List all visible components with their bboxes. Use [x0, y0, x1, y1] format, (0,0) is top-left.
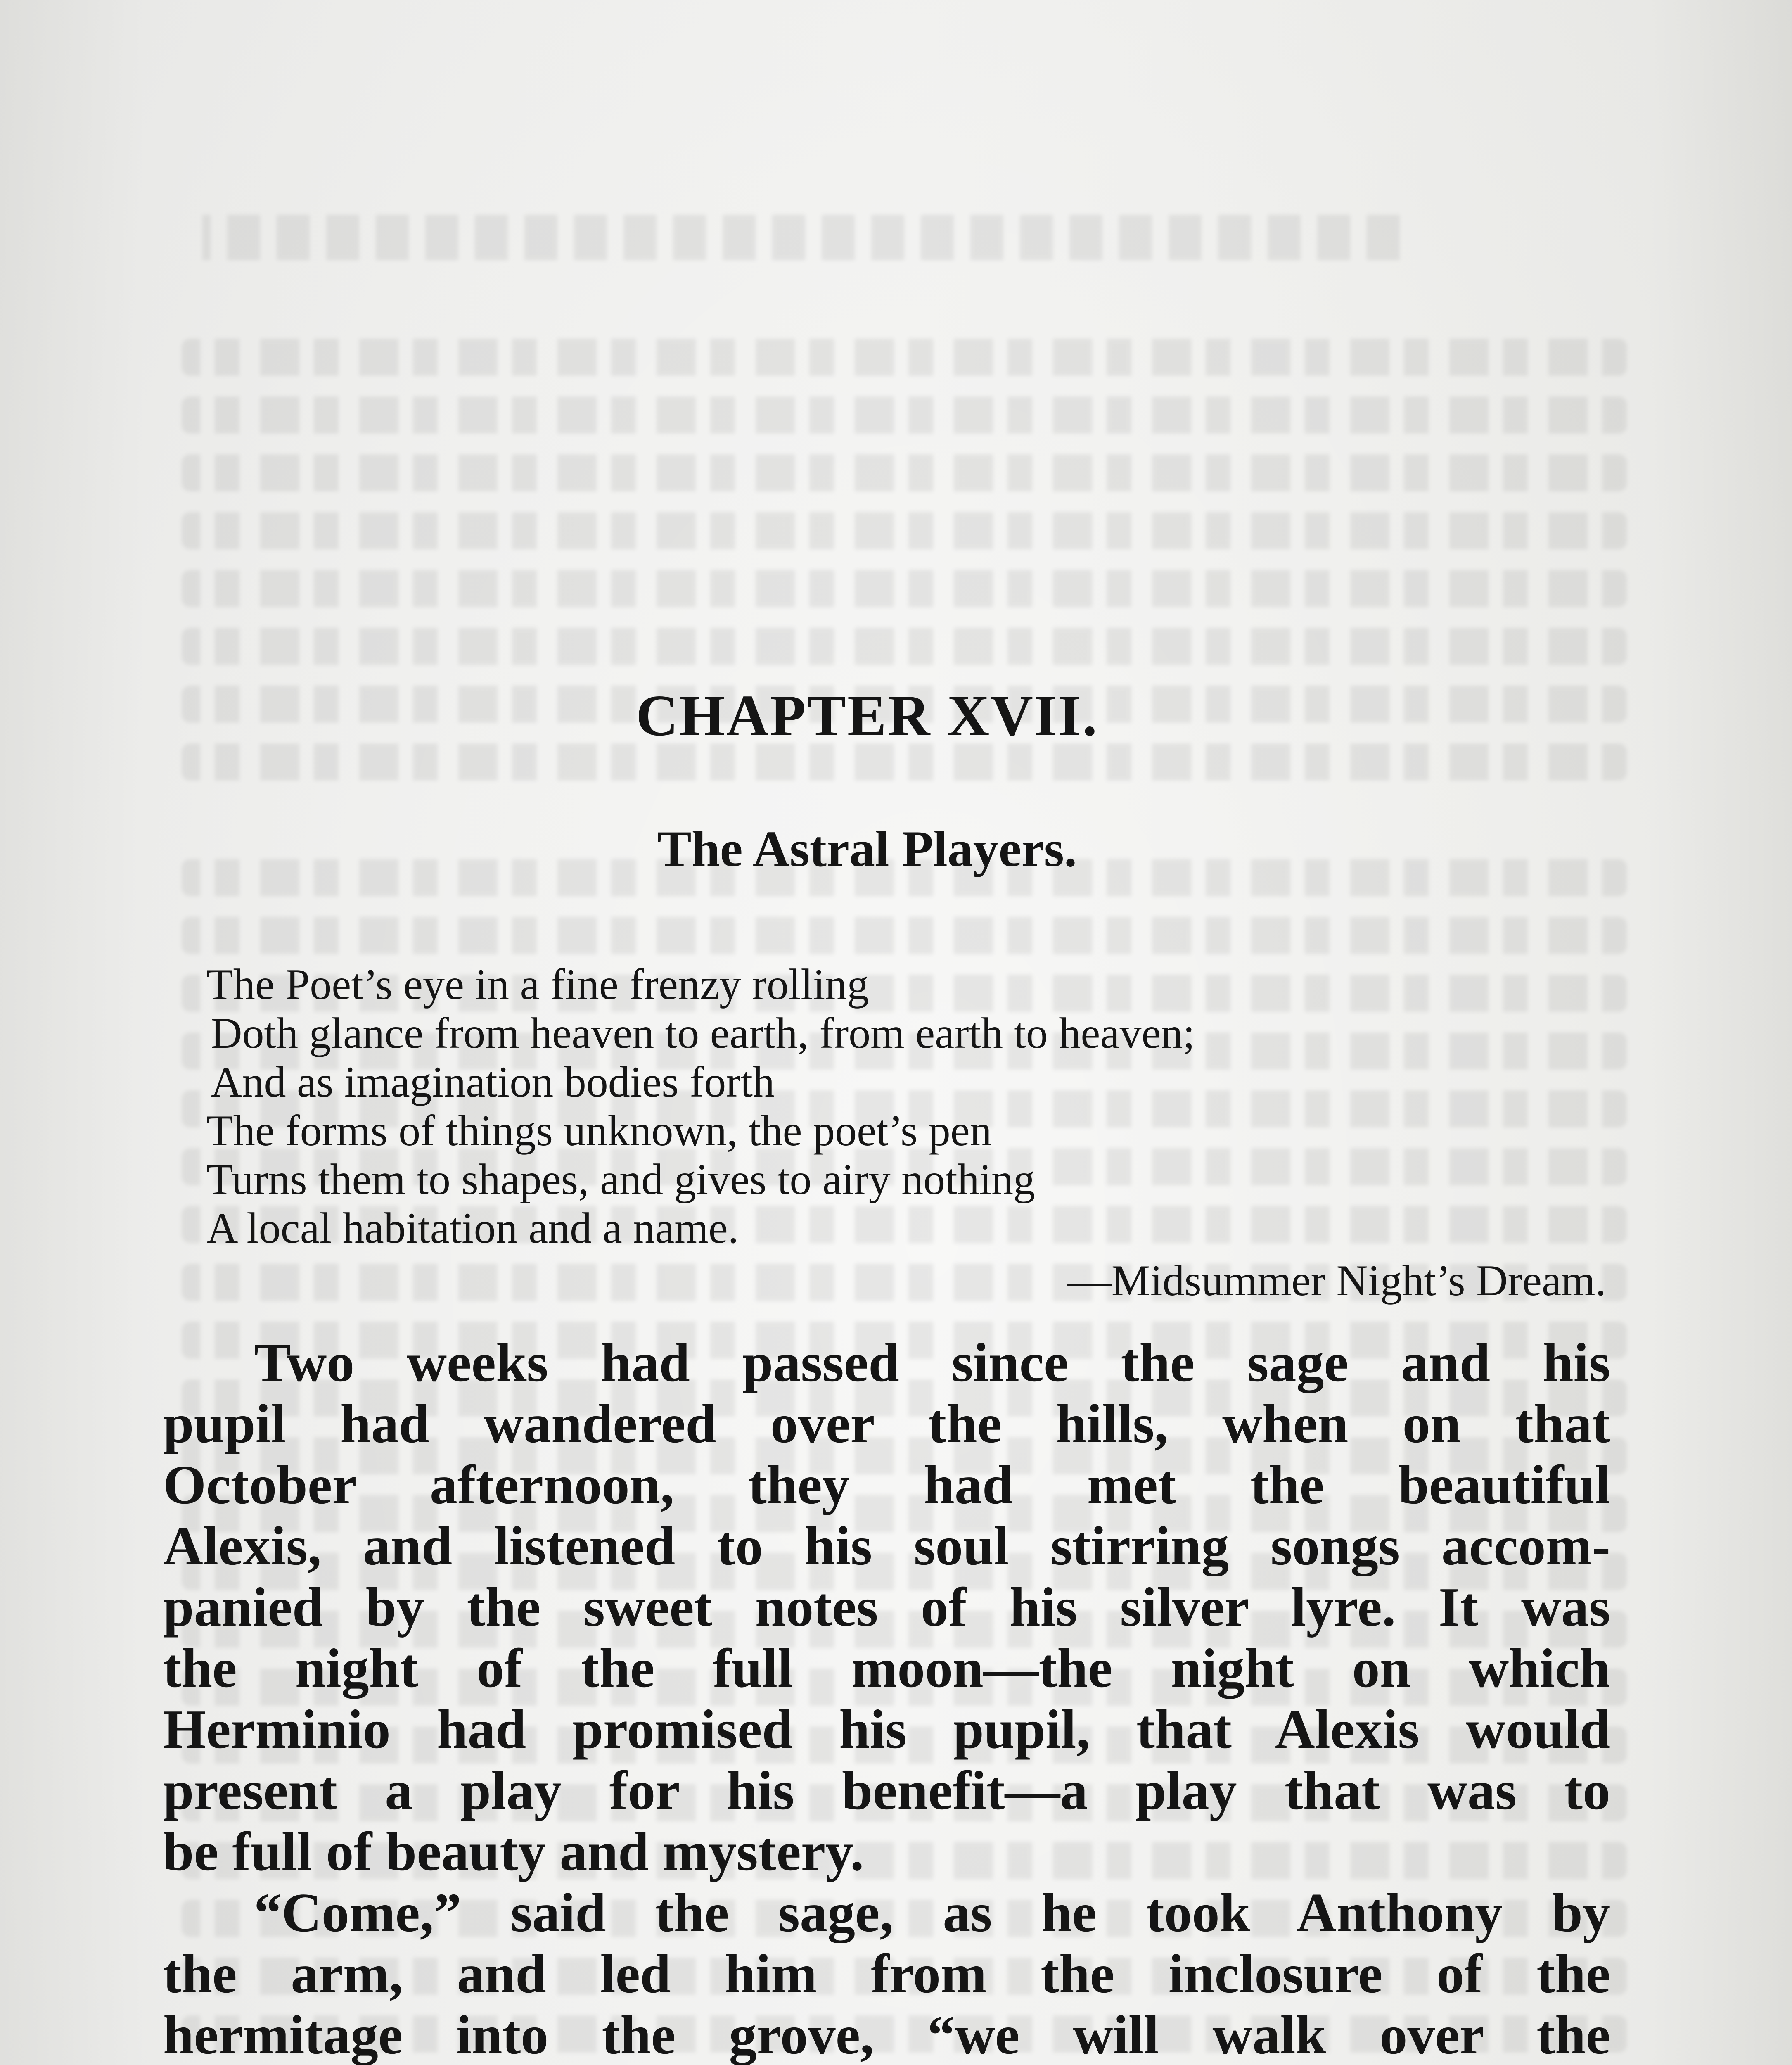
text-line: “Come,” said the sage, as he took Anthony by: [254, 1882, 1610, 1943]
epigraph-attribution: —Midsummer Night’s Dream.: [1067, 1256, 1606, 1305]
text-line: the night of the full moon—the night on which: [163, 1638, 1610, 1699]
epigraph-line: The Poet’s eye in a fine frenzy rolling: [206, 960, 869, 1009]
text-line: panied by the sweet notes of his silver lyre. It was: [163, 1576, 1610, 1638]
chapter-title: CHAPTER XVII.: [636, 683, 1098, 748]
epigraph-line: And as imagination bodies forth: [211, 1058, 775, 1106]
text-line: Alexis, and listened to his soul stirring songs accom-: [163, 1515, 1610, 1576]
paragraph: [163, 1332, 1610, 1882]
text-line: present a play for his benefit—a play that was to: [163, 1760, 1610, 1821]
epigraph: [206, 960, 1610, 1253]
epigraph-line: The forms of things unknown, the poet’s pen: [206, 1106, 992, 1155]
epigraph-line: Doth glance from heaven to earth, from earth to heaven;: [211, 1009, 1195, 1057]
epigraph-line: Turns them to shapes, and gives to airy nothing: [206, 1155, 1036, 1203]
text-line: Two weeks had passed since the sage and his: [254, 1332, 1610, 1393]
paragraph: [163, 1882, 1610, 2065]
chapter-subtitle: The Astral Players.: [657, 821, 1077, 877]
text-line: the arm, and led him from the inclosure of the: [163, 1943, 1610, 2004]
text-line: pupil had wandered over the hills, when on that: [163, 1393, 1610, 1454]
epigraph-line: A local habitation and a name.: [206, 1204, 739, 1252]
text-line: hermitage into the grove, “we will walk over the: [163, 2004, 1610, 2065]
text-line: October afternoon, they had met the beautiful: [163, 1454, 1610, 1515]
body-text: [163, 1332, 1610, 2065]
text-line: be full of beauty and mystery.: [163, 1821, 864, 1882]
text-line: Herminio had promised his pupil, that Alexis would: [163, 1699, 1610, 1760]
